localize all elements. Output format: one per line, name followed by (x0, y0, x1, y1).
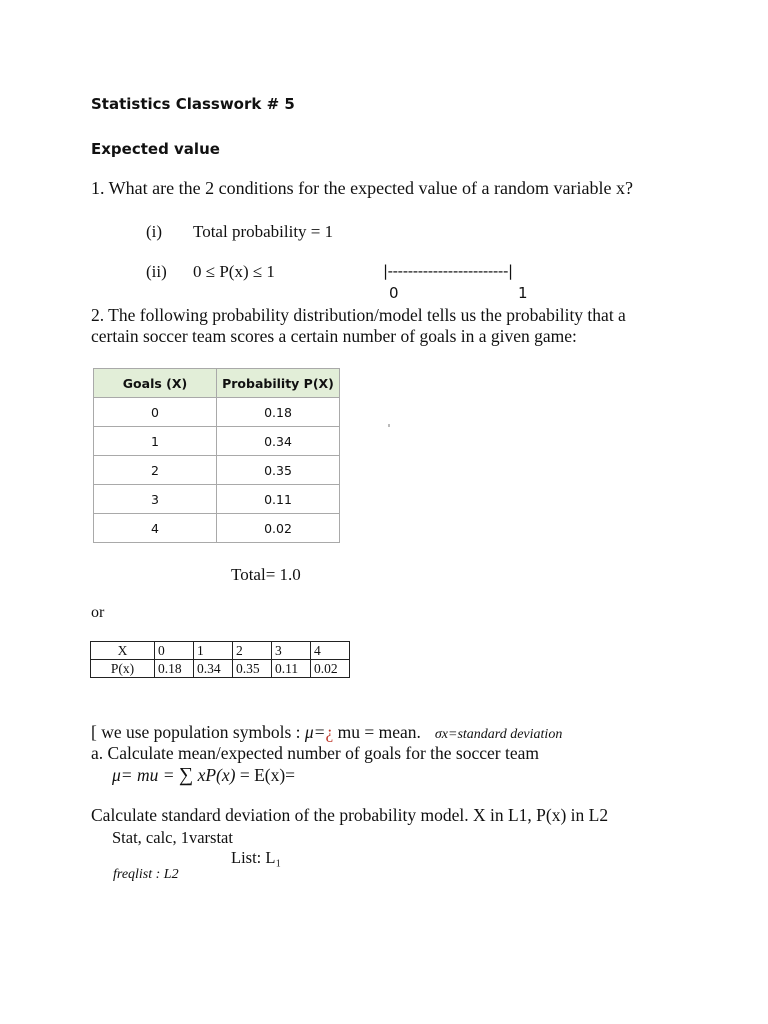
compact-cell: 1 (194, 642, 233, 660)
table-row (94, 514, 340, 543)
mu-symbol: μ= (304, 722, 326, 742)
header-goals: Goals (X) (94, 369, 217, 398)
population-symbols-line (91, 722, 562, 743)
compact-cell: 0.34 (194, 660, 233, 678)
formula-rhs: = E(x)= (235, 765, 296, 785)
goals-cell: 3 (94, 485, 217, 514)
list-setting: List: L₁ (231, 848, 282, 867)
freqlist-setting: freqlist : L2 (113, 867, 179, 882)
formula-expr: xP(x) (193, 765, 236, 785)
summation-symbol: ∑ (178, 764, 194, 786)
table-header-row (94, 369, 340, 398)
std-dev-instruction: Calculate standard deviation of the probability model. X in L1, P(x) in L2 (91, 805, 609, 825)
question-1: 1. What are the 2 conditions for the expected value of a random variable x? (91, 178, 633, 198)
compact-cell: 0 (155, 642, 194, 660)
condition-2-text: 0 ≤ P(x) ≤ 1 (193, 262, 275, 281)
sigma-definition: σx=standard deviation (434, 727, 563, 742)
table-row (94, 456, 340, 485)
question-2: 2. The following probability distribution/model tells us the probability that a certain soccer team scores a certain number of goals in a given game: (91, 305, 626, 346)
probability-table (93, 368, 340, 543)
compact-header-px: P(x) (91, 660, 155, 678)
probability-cell: 0.34 (217, 427, 340, 456)
compact-header-x: X (91, 642, 155, 660)
mean-formula (112, 764, 295, 787)
number-line-left-label: 0 (389, 284, 399, 302)
compact-cell: 4 (311, 642, 350, 660)
compact-cell: 0.35 (233, 660, 272, 678)
stray-mark (388, 424, 390, 427)
compact-cell: 0.02 (311, 660, 350, 678)
goals-cell: 1 (94, 427, 217, 456)
compact-cell: 2 (233, 642, 272, 660)
number-line: |------------------------| (383, 262, 513, 280)
or-label: or (91, 604, 105, 621)
symbols-rest: mu = mean. (333, 722, 421, 742)
condition-1-text: Total probability = 1 (193, 222, 334, 241)
goals-cell: 0 (94, 398, 217, 427)
question-a: a. Calculate mean/expected number of goals for the soccer team (91, 743, 539, 763)
header-probability: Probability P(X) (217, 369, 340, 398)
compact-row-x (91, 642, 350, 660)
probability-cell: 0.35 (217, 456, 340, 485)
table-row (94, 398, 340, 427)
compact-cell: 0.18 (155, 660, 194, 678)
formula-lhs: μ= mu = (112, 765, 179, 785)
compact-cell: 0.11 (272, 660, 311, 678)
condition-2-number: (ii) (146, 262, 167, 281)
probability-cell: 0.11 (217, 485, 340, 514)
table-row (94, 427, 340, 456)
section-heading: Expected value (91, 140, 220, 158)
compact-cell: 3 (272, 642, 311, 660)
number-line-right-label: 1 (518, 284, 528, 302)
stray-glyph: ¿ (325, 722, 334, 742)
probability-cell: 0.02 (217, 514, 340, 543)
compact-row-px (91, 660, 350, 678)
total-probability: Total= 1.0 (231, 565, 301, 584)
table-row (94, 485, 340, 514)
symbols-lead: [ we use population symbols : (91, 722, 305, 742)
condition-1-number: (i) (146, 222, 163, 241)
page-title: Statistics Classwork # 5 (91, 95, 295, 113)
goals-cell: 2 (94, 456, 217, 485)
probability-cell: 0.18 (217, 398, 340, 427)
goals-cell: 4 (94, 514, 217, 543)
calculator-steps: Stat, calc, 1varstat (112, 828, 233, 847)
compact-distribution-table (90, 641, 350, 678)
